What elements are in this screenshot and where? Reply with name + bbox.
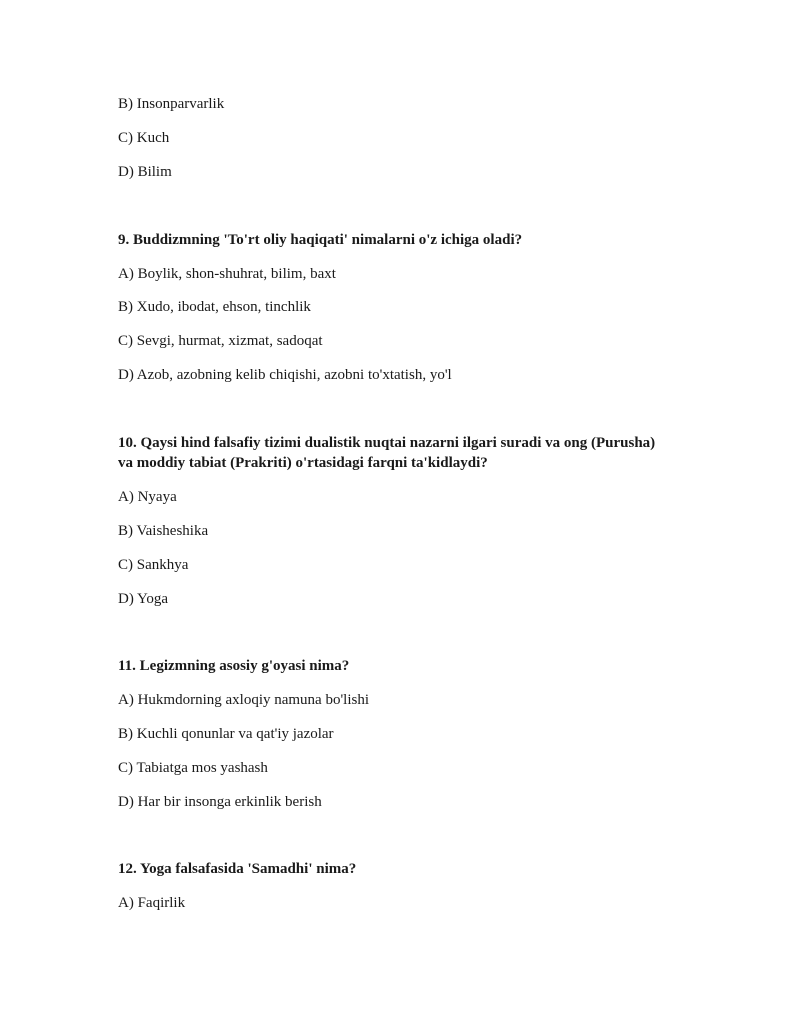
- option-11c: C) Tabiatga mos yashash: [118, 760, 268, 776]
- question-10-title-line-2: va moddiy tabiat (Prakriti) o'rtasidagi farqni ta'kidlaydi?: [118, 455, 488, 471]
- question-10-title-line-1: 10. Qaysi hind falsafiy tizimi dualistik nuqtai nazarni ilgari suradi va ong (Purusha): [118, 435, 656, 451]
- option-10b: B) Vaisheshika: [118, 523, 209, 539]
- option-9c: C) Sevgi, hurmat, xizmat, sadoqat: [118, 333, 323, 349]
- option-9b: B) Xudo, ibodat, ehson, tinchlik: [118, 299, 311, 315]
- option-9a: A) Boylik, shon-shuhrat, bilim, baxt: [118, 266, 336, 282]
- option-10a: A) Nyaya: [118, 489, 177, 505]
- option-11d: D) Har bir insonga erkinlik berish: [118, 794, 322, 810]
- option-10c: C) Sankhya: [118, 557, 189, 573]
- question-9-title: 9. Buddizmning 'To'rt oliy haqiqati' nimalarni o'z ichiga oladi?: [118, 232, 523, 248]
- option-11a: A) Hukmdorning axloqiy namuna bo'lishi: [118, 692, 370, 708]
- option-12a: A) Faqirlik: [118, 895, 186, 911]
- option-8b: B) Insonparvarlik: [118, 96, 225, 112]
- question-12-title: 12. Yoga falsafasida 'Samadhi' nima?: [118, 861, 357, 877]
- option-10d: D) Yoga: [118, 591, 169, 607]
- option-9d: D) Azob, azobning kelib chiqishi, azobni to'xtatish, yo'l: [118, 367, 452, 383]
- question-11-title: 11. Legizmning asosiy g'oyasi nima?: [118, 658, 350, 674]
- option-8d: D) Bilim: [118, 164, 172, 180]
- option-11b: B) Kuchli qonunlar va qat'iy jazolar: [118, 726, 334, 742]
- option-8c: C) Kuch: [118, 130, 170, 146]
